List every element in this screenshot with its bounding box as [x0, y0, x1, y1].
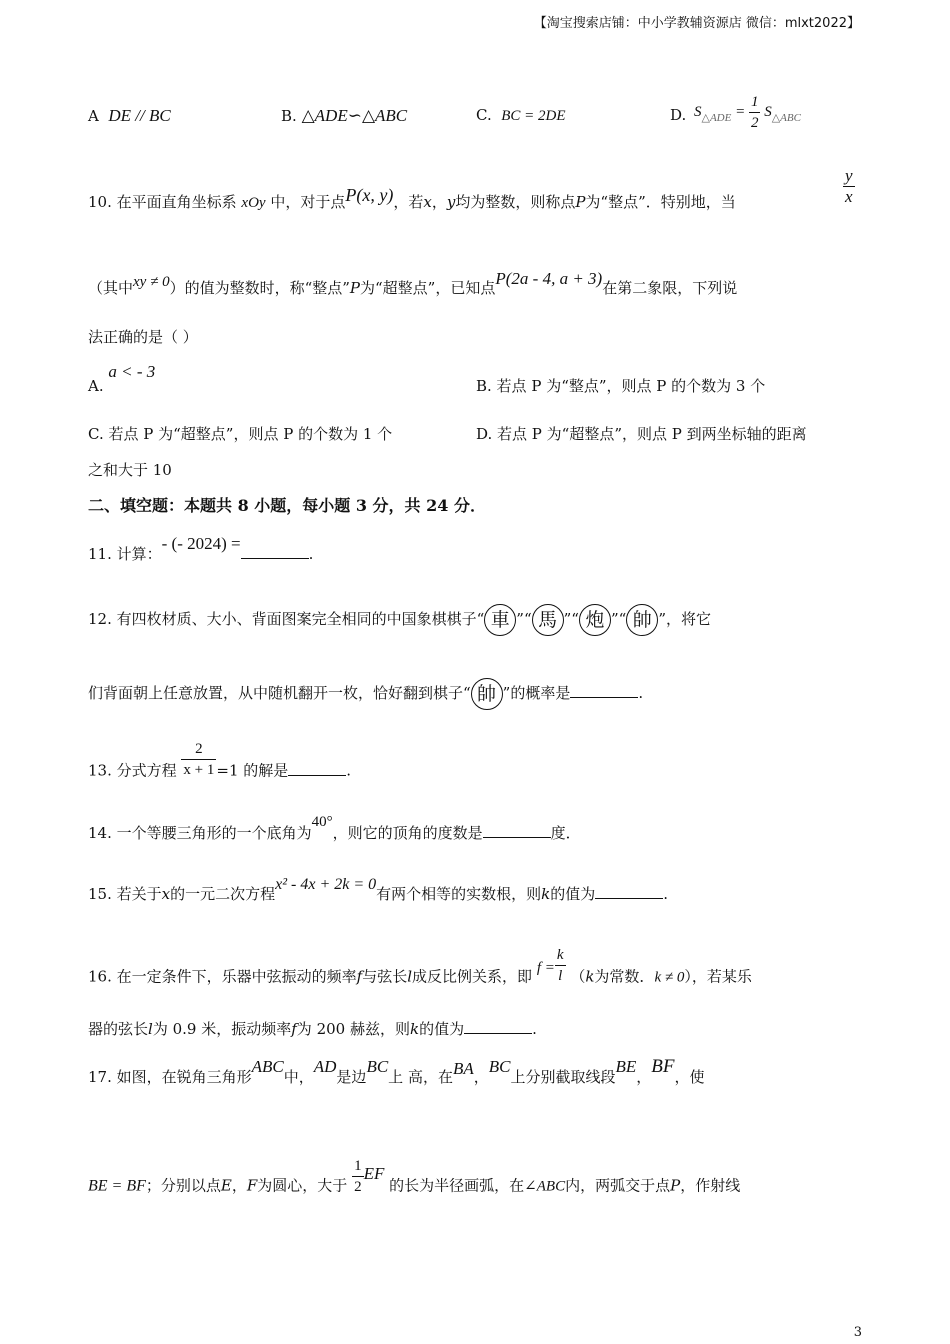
- q17-p: P: [670, 1176, 681, 1195]
- q16-l: l: [148, 1020, 153, 1038]
- q9-option-b: [281, 106, 407, 126]
- q16-f: f: [356, 967, 363, 986]
- q17-frac-num: 1: [354, 1158, 362, 1174]
- q16-text: 器的弦长: [88, 1020, 149, 1038]
- q17-text: 中，: [283, 1068, 314, 1086]
- q16-text: 为常数．: [594, 967, 655, 986]
- q10-x: x: [423, 193, 432, 211]
- q10-xoy: xOy: [241, 195, 266, 211]
- q16-line-2: [88, 1019, 864, 1039]
- q15-end: .: [663, 885, 669, 903]
- q11-math: - (- 2024) =: [161, 534, 241, 553]
- q10-p: P: [575, 193, 586, 211]
- q10-text: （其中: [88, 279, 134, 297]
- q17-frac-den: 2: [352, 1176, 364, 1197]
- q10-line-3: 法正确的是（ ）: [88, 328, 198, 346]
- q9-option-d-frac-num: 1: [750, 94, 759, 110]
- q10-text: ）的值为整数时，称“整点”: [169, 279, 350, 297]
- q10-option-d-continued: 之和大于 10: [88, 461, 172, 479]
- q12-text: 们背面朝上任意放置，从中随机翻开一枚，恰好翻到棋子“: [88, 684, 471, 702]
- q10-option-a-label: A.: [88, 377, 104, 395]
- q17-be: BE: [615, 1057, 637, 1076]
- q11-text: 11. 计算：: [88, 545, 162, 563]
- q9-option-d-frac-den: 2: [749, 112, 761, 133]
- q15-text: 的一元二次方程: [170, 885, 276, 903]
- q9-option-d-s2: S: [764, 103, 772, 120]
- q13: [88, 741, 864, 792]
- q10-text: 均为整数，则称点: [455, 193, 576, 211]
- q9-option-c-label: C.: [476, 106, 492, 124]
- page-number: 3: [853, 1325, 862, 1340]
- q10-option-d: D. 若点 P 为“超整点”，则点 P 到两坐标轴的距离: [476, 425, 807, 443]
- q12-line-2: [88, 678, 864, 710]
- q15-x: x: [161, 885, 171, 903]
- q10-comma: ，: [431, 193, 447, 211]
- q17-text: 17. 如图，在锐角三角形: [88, 1068, 252, 1086]
- q17-ba: BA: [452, 1059, 474, 1078]
- q16-line-1: [88, 947, 864, 998]
- q17-angle-abc: ∠ABC: [524, 1178, 566, 1195]
- q16-text: 成反比例关系，即: [412, 967, 533, 986]
- q16-text: 与弦长: [362, 967, 408, 986]
- q10-frac-num: y: [845, 166, 853, 185]
- q12-sep: ”“: [516, 610, 532, 628]
- q12-sep: ”“: [563, 610, 579, 628]
- q17-line-2: [88, 1158, 864, 1207]
- q10-fraction-y-over-x: [843, 166, 855, 207]
- q17-comma: ，: [231, 1176, 247, 1195]
- q9-option-d-fraction: [749, 92, 761, 133]
- q16-end: .: [532, 1020, 537, 1038]
- q13-text: =1 的解是: [216, 761, 289, 780]
- q16-k: k: [585, 967, 595, 986]
- q15-k: k: [541, 885, 551, 903]
- q15-text: 的值为: [550, 885, 596, 903]
- chess-piece-shuai: 帥: [626, 604, 658, 636]
- q16-text: 16. 在一定条件下，乐器中弦振动的频率: [88, 967, 357, 986]
- q16-f-equals: f =: [536, 959, 555, 976]
- q11-end: .: [308, 545, 314, 563]
- chess-piece-shuai-2: 帥: [471, 678, 503, 710]
- q10-text: 为“整点”．特别地，当: [585, 193, 736, 211]
- q17-text: ，使: [674, 1068, 705, 1086]
- q10-text: 为“超整点”，已知点: [360, 279, 496, 297]
- q16-text: ），若某乐: [684, 967, 752, 986]
- q17-bc: BC: [366, 1057, 389, 1076]
- q12-end: .: [638, 684, 644, 702]
- q16-k: k: [409, 1020, 420, 1038]
- q12-sep: ”“: [610, 610, 627, 628]
- q16-text: 为 0.9 米，振动频率: [152, 1020, 292, 1038]
- q11-answer-blank[interactable]: [241, 544, 309, 559]
- q16-f: f: [291, 1020, 297, 1038]
- q9-option-a: [88, 106, 171, 126]
- q17-text: ，作射线: [680, 1176, 741, 1195]
- q16-text: （: [570, 967, 586, 986]
- q17-text: 上分别截取线段: [510, 1068, 616, 1086]
- q17-text: ；分别以点: [145, 1176, 221, 1195]
- q10-p: P: [349, 279, 361, 297]
- q16-frac-den: l: [555, 965, 566, 986]
- q11: [88, 534, 864, 564]
- q17-bf: BF: [651, 1056, 675, 1077]
- q16-text: 为 200 赫兹，则: [296, 1020, 410, 1038]
- chess-piece-ma: 馬: [532, 604, 564, 636]
- q14: [88, 814, 864, 844]
- q9-option-d-s1: S: [694, 103, 702, 120]
- q13-end: .: [346, 761, 352, 780]
- q9-option-d-eq: =: [735, 103, 746, 120]
- q14-text: 度．: [550, 824, 581, 842]
- q9-option-c: [476, 106, 566, 125]
- q10-y: y: [446, 193, 456, 211]
- page-header: 【淘宝搜索店铺：中小学教辅资源店 微信：mlxt2022】: [533, 16, 860, 31]
- q17-e: E: [220, 1176, 232, 1195]
- section-2-heading: 二、填空题：本题共 8 小题，每小题 3 分，共 24 分．: [88, 496, 486, 515]
- q9-option-d-sub2: △ABC: [771, 111, 801, 124]
- q15: [88, 876, 864, 905]
- q16-text: 的值为: [419, 1020, 465, 1038]
- q10-point: P(x, y): [345, 185, 394, 205]
- q9-option-d-sub1: △ADE: [701, 111, 732, 124]
- q16-k-condition: k ≠ 0: [654, 969, 685, 986]
- q10-xy-condition: xy ≠ 0: [133, 274, 170, 290]
- q17-bc-2: BC: [488, 1057, 511, 1076]
- q15-text: 15. 若关于: [88, 885, 162, 903]
- q17-text: 是边: [336, 1068, 367, 1086]
- q16-fraction: [555, 945, 566, 986]
- q17-line-1: [88, 1056, 864, 1087]
- q10-frac-den: x: [845, 187, 853, 206]
- q14-angle: 40°: [311, 814, 333, 830]
- q10-text: ，若: [393, 193, 424, 211]
- q12-text: 12. 有四枚材质、大小、背面图案完全相同的中国象棋棋子“: [88, 610, 485, 628]
- q10-option-c: C. 若点 P 为“超整点”，则点 P 的个数为 1 个: [88, 425, 393, 443]
- q12-line-1: [88, 604, 864, 636]
- chess-piece-che: 車: [484, 604, 516, 636]
- q10-option-a-math: a < - 3: [108, 362, 156, 381]
- q15-text: 有两个相等的实数根，则: [376, 885, 542, 903]
- q15-equation: x² - 4x + 2k = 0: [275, 876, 377, 893]
- q13-frac-den: x + 1: [181, 759, 216, 780]
- q13-text: 13. 分式方程: [88, 761, 177, 780]
- q14-answer-blank[interactable]: [483, 823, 551, 838]
- q17-abc: ABC: [251, 1057, 284, 1076]
- q12-answer-blank[interactable]: [570, 683, 638, 698]
- chess-piece-pao: 炮: [579, 604, 611, 636]
- q10-line-2: [88, 269, 864, 299]
- q16-l: l: [407, 967, 413, 986]
- q17-ad: AD: [313, 1057, 337, 1076]
- q16-answer-blank[interactable]: [464, 1019, 532, 1034]
- q17-text: 上 高，在: [388, 1068, 453, 1086]
- q13-frac-num: 2: [195, 741, 203, 757]
- q10-text: 在第二象限，下列说: [602, 279, 738, 297]
- q12-text: ”，将它: [658, 610, 711, 628]
- q10-option-a: [88, 362, 156, 395]
- q9-option-a-label: A: [88, 107, 99, 125]
- q17-f: F: [246, 1176, 258, 1195]
- q10-text: 中，对于点: [270, 193, 346, 211]
- q17-text: 的长为半径画弧，在: [389, 1176, 525, 1195]
- q10-text: 10. 在平面直角坐标系: [88, 193, 237, 211]
- q17-text: 为圆心，大于: [257, 1176, 348, 1195]
- q13-fraction: [181, 739, 216, 780]
- q9-option-b-label: B.: [281, 107, 297, 125]
- q16-frac-num: k: [556, 947, 564, 963]
- q17-comma: ，: [473, 1068, 489, 1086]
- q10-line-1: [88, 185, 864, 213]
- q17-comma: ，: [636, 1068, 652, 1086]
- q17-be-eq-bf: BE = BF: [88, 1177, 146, 1195]
- q17-text: 内，两弧交于点: [565, 1176, 671, 1195]
- q14-text: 14. 一个等腰三角形的一个底角为: [88, 824, 312, 842]
- q17-ef: EF: [363, 1163, 385, 1183]
- q14-text: ，则它的顶角的度数是: [332, 824, 483, 842]
- q10-option-b: B. 若点 P 为“整点”，则点 P 的个数为 3 个: [476, 377, 766, 395]
- q9-option-d-label: D.: [670, 106, 687, 124]
- q9-option-b-math: △ADE∽△ABC: [301, 106, 408, 125]
- q15-answer-blank[interactable]: [595, 884, 663, 899]
- q9-option-a-math: DE // BC: [108, 106, 171, 125]
- q17-fraction: [352, 1156, 364, 1197]
- q9-option-c-math: BC = 2DE: [501, 108, 566, 124]
- q10-point-2: P(2a - 4, a + 3): [495, 269, 603, 288]
- q13-answer-blank[interactable]: [288, 761, 346, 776]
- q12-text: ”的概率是: [502, 684, 571, 702]
